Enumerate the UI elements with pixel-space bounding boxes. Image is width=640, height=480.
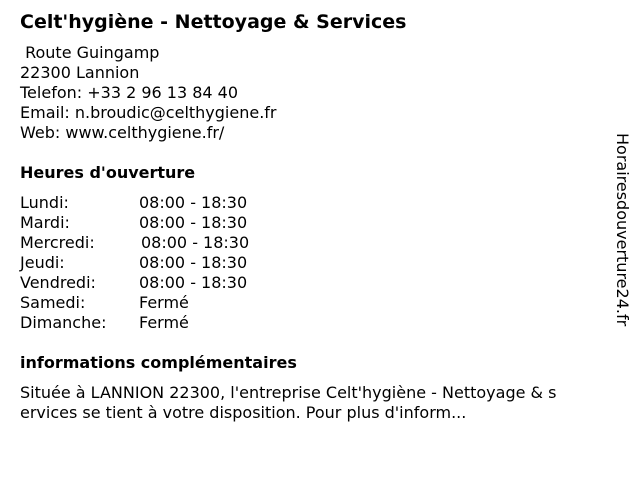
day-label: Vendredi: <box>20 273 96 292</box>
day-hours: 08:00 - 18:30 <box>139 253 248 272</box>
day-label: Mardi: <box>20 213 70 232</box>
hours-row-dimanche <box>20 313 249 333</box>
hours-row-jeudi <box>20 253 249 273</box>
hours-row-samedi <box>20 293 249 313</box>
day-label: Samedi: <box>20 293 86 312</box>
street-address: Route Guingamp <box>20 43 160 62</box>
info-heading: informations complémentaires <box>20 353 297 372</box>
site-watermark: Horairesdouverture24.fr <box>613 133 632 327</box>
business-card <box>20 10 580 423</box>
city-address: 22300 Lannion <box>20 63 140 82</box>
hours-row-mardi <box>20 213 249 233</box>
web-line: Web: www.celthygiene.fr/ <box>20 123 225 142</box>
day-label: Jeudi: <box>20 253 65 272</box>
day-hours: 08:00 - 18:30 <box>139 193 248 212</box>
day-hours: 08:00 - 18:30 <box>139 273 248 292</box>
day-hours: Fermé <box>139 293 189 312</box>
hours-row-vendredi <box>20 273 249 293</box>
day-hours: 08:00 - 18:30 <box>141 233 250 252</box>
hours-heading: Heures d'ouverture <box>20 163 196 182</box>
hours-row-lundi <box>20 193 249 213</box>
day-label: Mercredi: <box>20 233 95 252</box>
day-label: Lundi: <box>20 193 69 212</box>
business-name: Celt'hygiène - Nettoyage & Services <box>20 11 407 33</box>
day-label: Dimanche: <box>20 313 107 332</box>
day-hours: 08:00 - 18:30 <box>139 213 248 232</box>
hours-row-mercredi <box>20 233 249 253</box>
hours-table <box>20 193 249 333</box>
phone-line: Telefon: +33 2 96 13 84 40 <box>20 83 239 102</box>
email-line: Email: n.broudic@celthygiene.fr <box>20 103 277 122</box>
day-hours: Fermé <box>139 313 189 332</box>
info-text: Située à LANNION 22300, l'entreprise Celt'hygiène - Nettoyage & services se tient à votre disposition. Pour plus d'inform... <box>20 383 557 422</box>
